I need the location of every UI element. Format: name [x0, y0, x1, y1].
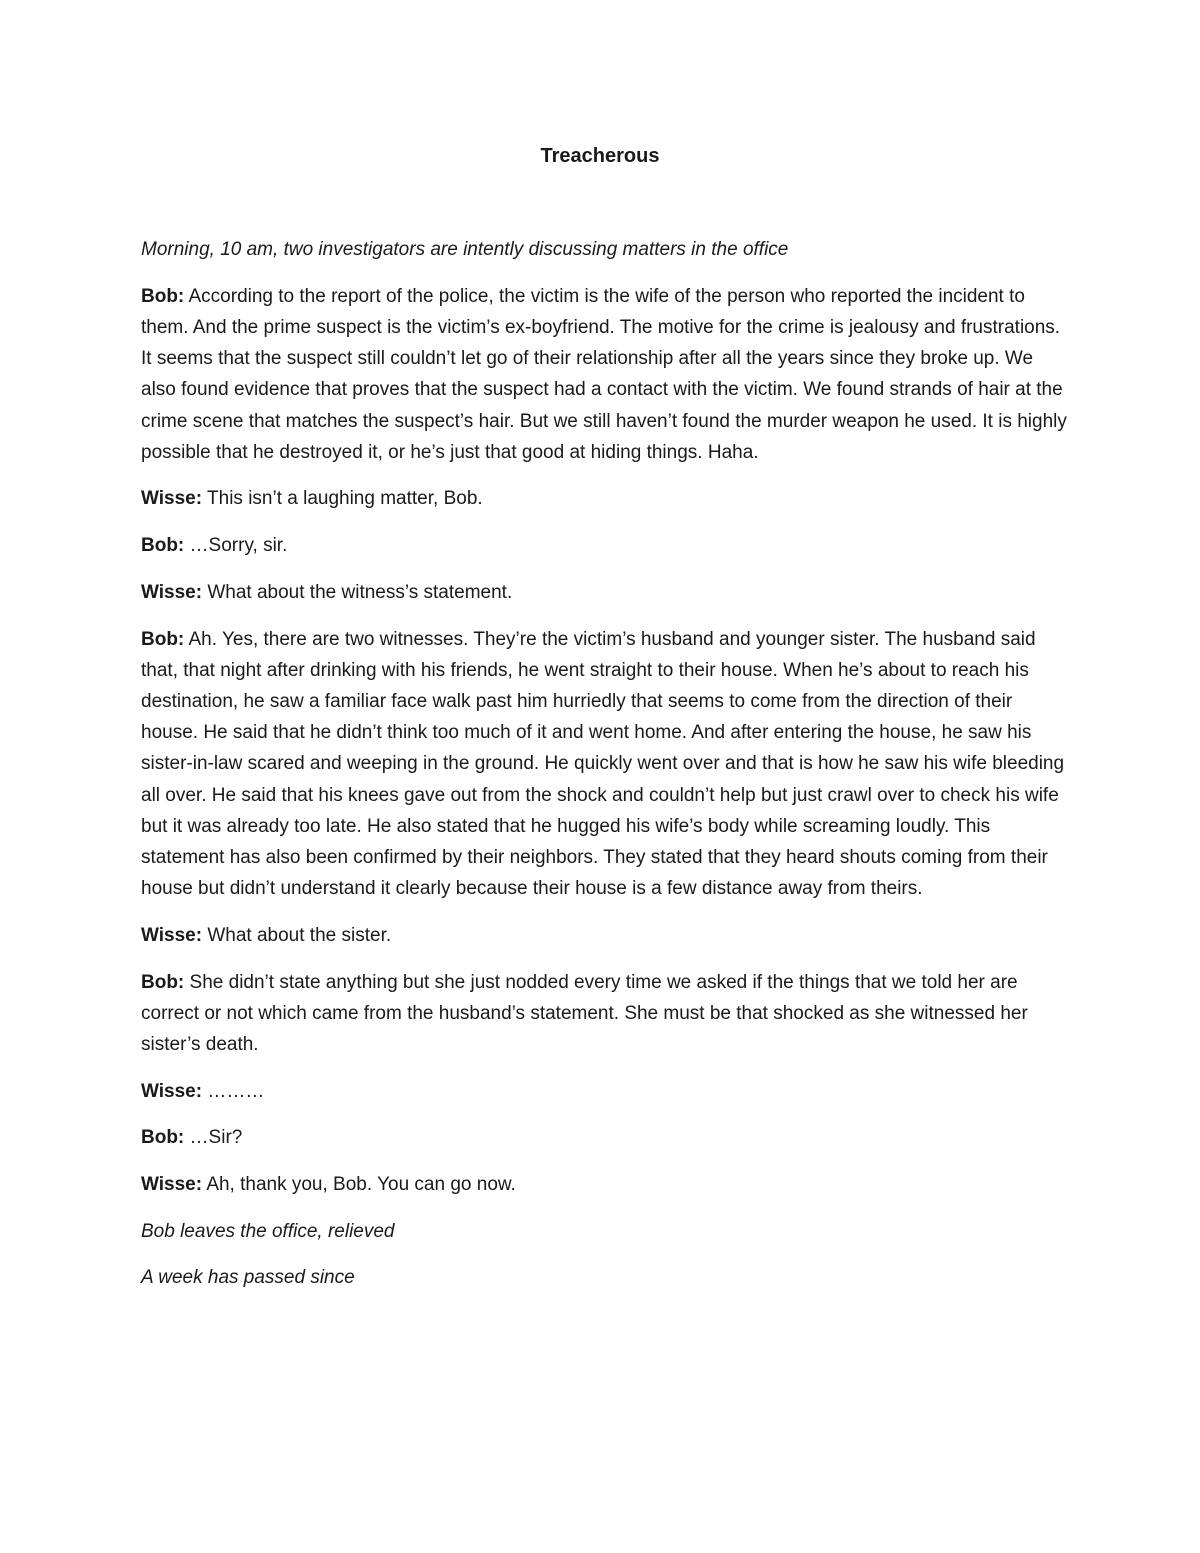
dialogue-paragraph: [141, 281, 1071, 468]
speaker-name: Bob:: [141, 1127, 185, 1149]
stage-direction: Bob leaves the office, relieved: [141, 1220, 395, 1242]
dialogue-text: ………: [207, 1080, 265, 1102]
speaker-name: Bob:: [141, 971, 185, 993]
speaker-name: Bob:: [141, 535, 185, 557]
dialogue-text: She didn’t state anything but she just nodded every time we asked if the things that we told her are correct or not which came from the husband’s statement. She must be that shocked as she witnessed her sister’s death.: [141, 971, 1028, 1055]
dialogue-paragraph: [141, 967, 1071, 1061]
dialogue-paragraph: [141, 624, 1071, 905]
document-body: [141, 234, 1071, 1309]
dialogue-text: Ah. Yes, there are two witnesses. They’re the victim’s husband and younger sister. The husband said that, that night after drinking with his friends, he went straight to their house. When he’s about to reach his destination, he saw a familiar face walk past him hurriedly that seems to come from the direction of their house. He said that he didn’t think too much of it and went home. And after entering the house, he saw his sister-in-law scared and weeping in the ground. He quickly went over and that is how he saw his wife bleeding all over. He said that his knees gave out from the shock and couldn’t help but just crawl over to check his wife but it was already too late. He also stated that he hugged his wife’s body while screaming loudly. This statement has also been confirmed by their neighbors. They stated that they heard shouts coming from their house but didn’t understand it clearly because their house is a few distance away from theirs.: [141, 628, 1065, 900]
dialogue-text: …Sir?: [189, 1127, 243, 1149]
dialogue-text: According to the report of the police, the victim is the wife of the person who reported the incident to them. And the prime suspect is the victim’s ex-boyfriend. The motive for the crime is jealousy and frustrations. It seems that the suspect still couldn’t let go of their relationship after all the years since they broke up. We also found evidence that proves that the suspect had a contact with the victim. We found strands of hair at the crime scene that matches the suspect’s hair. But we still haven’t found the murder weapon he used. It is highly possible that he destroyed it, or he’s just that good at hiding things. Haha.: [141, 285, 1067, 463]
dialogue-paragraph: [141, 577, 1071, 608]
speaker-name: Bob:: [141, 628, 185, 650]
dialogue-paragraph: [141, 1122, 1071, 1153]
stage-direction: Morning, 10 am, two investigators are intently discussing matters in the office: [141, 239, 789, 260]
document-title: Treacherous: [540, 145, 660, 167]
speaker-name: Wisse:: [141, 924, 203, 946]
dialogue-text: This isn’t a laughing matter, Bob.: [207, 488, 483, 510]
speaker-name: Wisse:: [141, 1174, 203, 1196]
speaker-name: Wisse:: [141, 581, 203, 603]
dialogue-text: What about the sister.: [207, 924, 392, 946]
stage-direction: A week has passed since: [141, 1267, 355, 1289]
dialogue-text: …Sorry, sir.: [189, 535, 288, 557]
dialogue-text: Ah, thank you, Bob. You can go now.: [206, 1174, 516, 1196]
speaker-name: Wisse:: [141, 1080, 203, 1102]
speaker-name: Wisse:: [141, 488, 203, 510]
dialogue-paragraph: [141, 1169, 1071, 1200]
dialogue-paragraph: [141, 1076, 1071, 1107]
dialogue-paragraph: [141, 920, 1071, 951]
speaker-name: Bob:: [141, 285, 185, 307]
dialogue-paragraph: [141, 530, 1071, 561]
dialogue-paragraph: [141, 483, 1071, 514]
dialogue-text: What about the witness’s statement.: [207, 581, 513, 603]
